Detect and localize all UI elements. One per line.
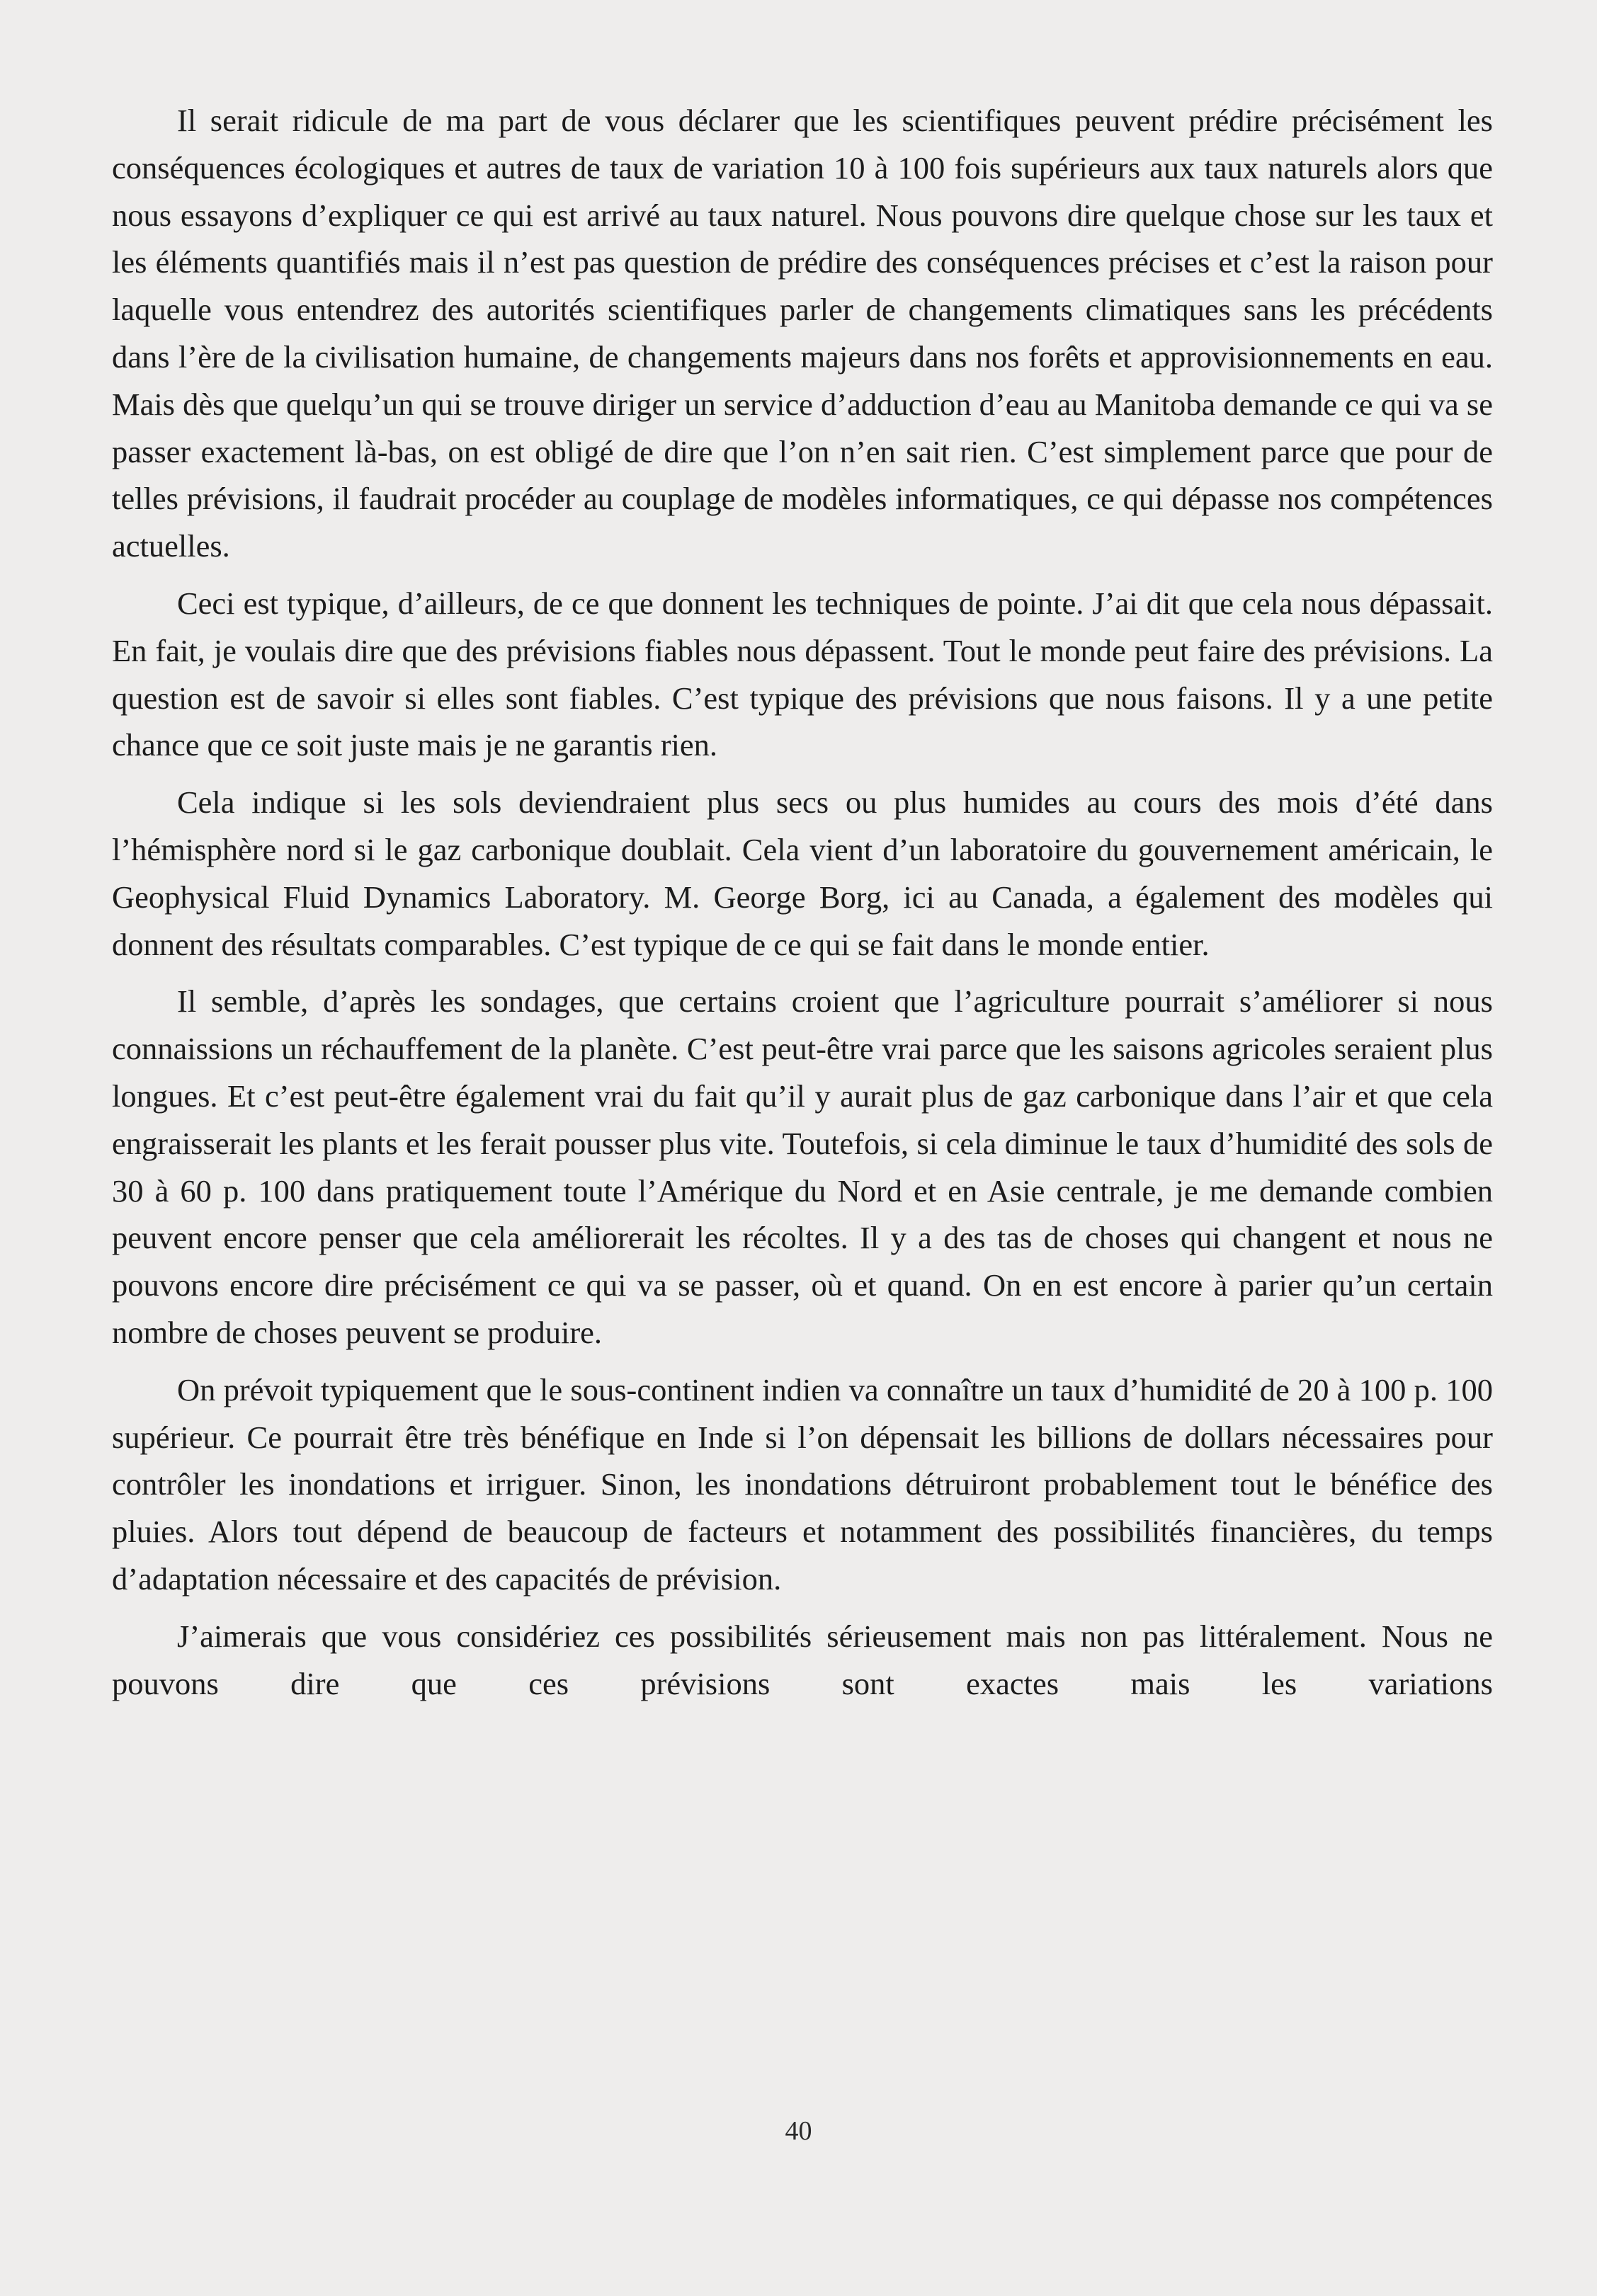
paragraph-5: On prévoit typiquement que le sous-continent indien va connaître un taux d’humidité de 20 à 100 p. 100 supérieur. Ce pourrait être très bénéfique en Inde si l’on dépensait les billions de dollars nécessaires pour contrôler les inondations et irriguer. Sinon, les inondations détruiront probablement tout le bénéfice des pluies. Alors tout dépend de beaucoup de facteurs et notamment des possibilités financières, du temps d’adaptation nécessaire et des capacités de prévision. xyxy=(112,1371,1493,1597)
page-number: 40 xyxy=(785,2116,812,2146)
paragraph-1: Il serait ridicule de ma part de vous déclarer que les scientifiques peuvent prédire précisément les conséquences écologiques et autres de taux de variation 10 à 100 fois supérieurs aux taux naturels alors que nous essayons d’expliquer ce qui est arrivé au taux naturel. Nous pouvons dire quelque chose sur les taux et les éléments quantifiés mais il n’est pas question de prédire des conséquences précises et c’est la raison pour laquelle vous entendrez des autorités scientifiques parler de changements climatiques sans les précédents dans l’ère de la civilisation humaine, de changements majeurs dans nos forêts et approvisionnements en eau. Mais dès que quelqu’un qui se trouve diriger un service d’adduction d’eau au Manitoba demande ce qui va se passer exactement là-bas, on est obligé de dire que l’on n’en sait rien. C’est simplement parce que pour de telles prévisions, il faudrait procéder au couplage de modèles informatiques, ce qui dépasse nos compétences actuelles. xyxy=(112,103,1493,564)
paragraph-6: J’aimerais que vous considériez ces possibilités sérieusement mais non pas littéralement. Nous ne pouvons dire que ces prévisions sont exactes mais les variations xyxy=(112,1618,1493,1701)
paragraph-2: Ceci est typique, d’ailleurs, de ce que donnent les techniques de pointe. J’ai dit que cela nous dépassait. En fait, je voulais dire que des prévisions fiables nous dépassent. Tout le monde peut faire des prévisions. La question est de savoir si elles sont fiables. C’est typique des prévisions que nous faisons. Il y a une petite chance que ce soit juste mais je ne garantis rien. xyxy=(112,585,1493,763)
paragraph-3: Cela indique si les sols deviendraient plus secs ou plus humides au cours des mois d’été dans l’hémisphère nord si le gaz carbonique doublait. Cela vient d’un laboratoire du gouvernement américain, le Geophysical Fluid Dynamics Laboratory. M. George Borg, ici au Canada, a également des modèles qui donnent des résultats comparables. C’est typique de ce qui se fait dans le monde entier. xyxy=(112,784,1493,962)
paragraph-4: Il semble, d’après les sondages, que certains croient que l’agriculture pourrait s’améliorer si nous connaissions un réchauffement de la planète. C’est peut-être vrai parce que les saisons agricoles seraient plus longues. Et c’est peut-être également vrai du fait qu’il y aurait plus de gaz carbonique dans l’air et que cela engraisserait les plants et les ferait pousser plus vite. Toutefois, si cela diminue le taux d’humidité des sols de 30 à 60 p. 100 dans pratiquement toute l’Amérique du Nord et en Asie centrale, je me demande combien peuvent encore penser que cela améliorerait les récoltes. Il y a des tas de choses qui changent et nous ne pouvons encore dire précisément ce qui va se passer, où et quand. On en est encore à parier qu’un certain nombre de choses peuvent se produire. xyxy=(112,983,1493,1350)
body-text xyxy=(112,97,1493,1717)
